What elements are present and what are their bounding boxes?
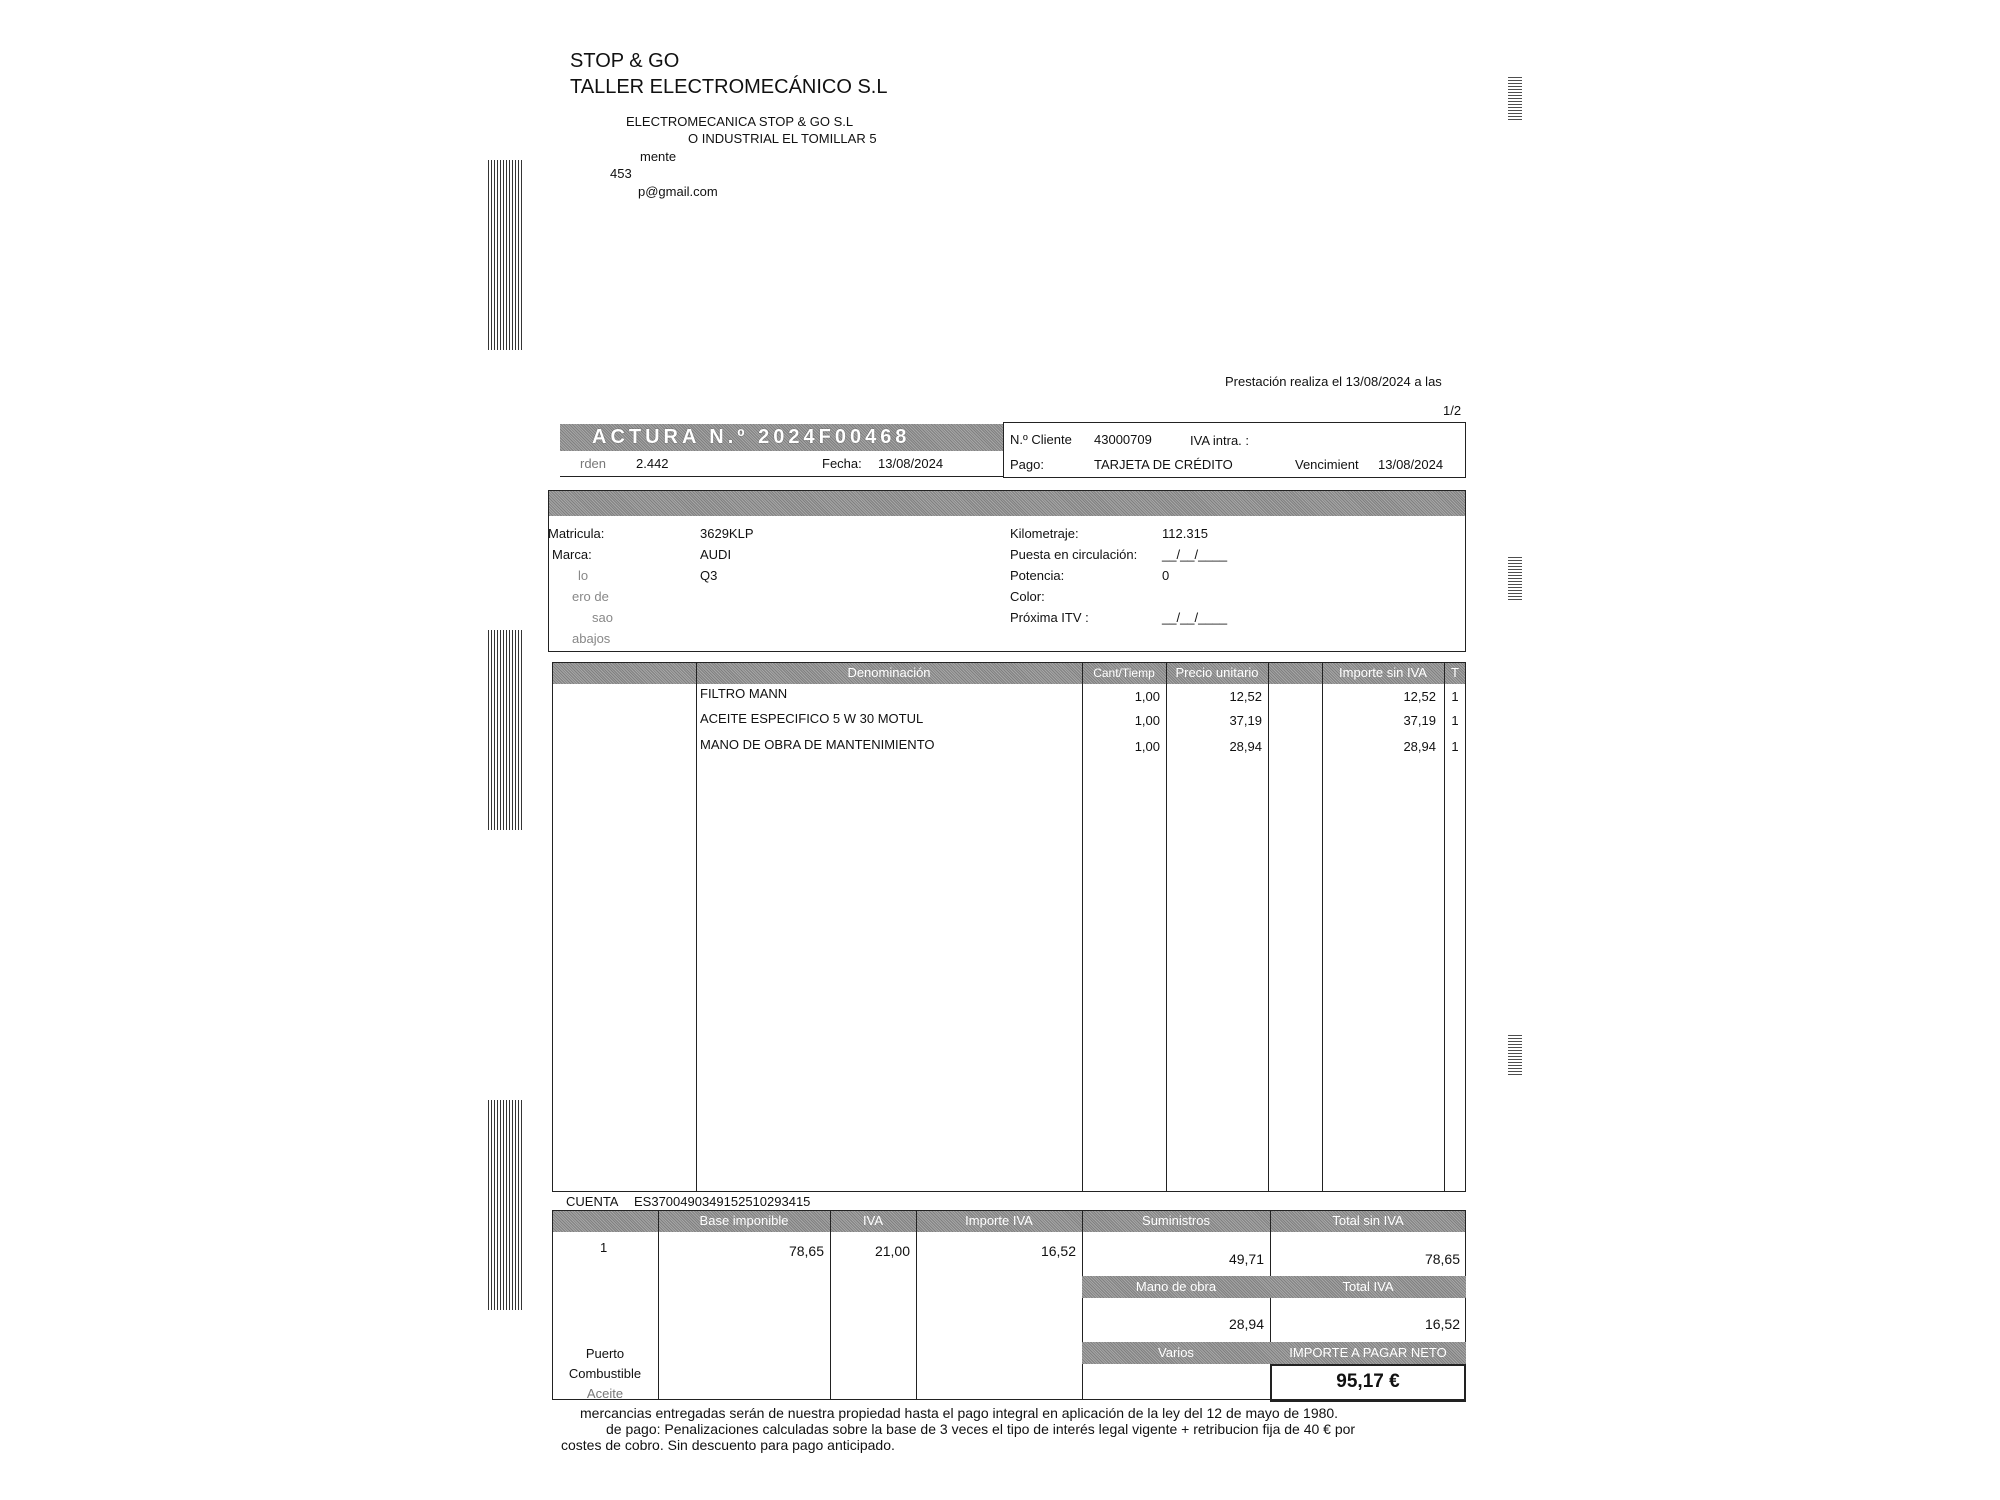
color-label: Color: (1010, 589, 1045, 604)
orden-label: rden (580, 456, 607, 471)
address-line-3: mente (640, 149, 677, 164)
mano-obra-value: 28,94 (1228, 1316, 1264, 1332)
item-amount: 37,19 (1403, 713, 1436, 728)
suministros-value: 49,71 (1228, 1251, 1264, 1267)
item-price: 12,52 (1229, 689, 1262, 704)
importe-iva-value: 16,52 (1040, 1243, 1076, 1259)
itv-value: __/__/____ (1162, 610, 1228, 625)
total-iva-value: 16,52 (1424, 1316, 1460, 1332)
item-price: 28,94 (1229, 739, 1262, 754)
vencimiento-value: 13/08/2024 (1378, 457, 1444, 472)
bastidor-label: ero de (572, 589, 609, 604)
h-iva: IVA (863, 1213, 883, 1228)
scan-artifact-left-2 (488, 630, 524, 830)
address-line-2: O INDUSTRIAL EL TOMILLAR 5 (688, 131, 877, 146)
totals-divider-2 (830, 1210, 831, 1400)
marca-label: Marca: (552, 547, 592, 562)
prestacion-text: Prestación realiza el 13/08/2024 a las (1225, 374, 1442, 389)
invoice-underline (560, 476, 1003, 477)
item-t: 1 (1451, 689, 1459, 704)
totals-row-t: 1 (600, 1240, 608, 1255)
account-iban: ES3700490349152510293415 (634, 1194, 811, 1209)
scan-artifact-right-1 (1508, 75, 1522, 120)
invoice-title: ACTURA N.º 2024F00468 (560, 424, 1003, 451)
totals-divider-4 (1082, 1210, 1083, 1400)
col-header-denominacion: Denominación (847, 665, 931, 680)
modelo-label: lo (578, 568, 589, 583)
h-total-iva: Total IVA (1342, 1279, 1394, 1294)
puesta-value: __/__/____ (1162, 547, 1228, 562)
matricula-value: 3629KLP (700, 526, 754, 541)
km-value: 112.315 (1162, 526, 1209, 541)
item-qty: 1,00 (1134, 713, 1160, 728)
item-qty: 1,00 (1134, 689, 1160, 704)
base-imponible-value: 78,65 (788, 1243, 824, 1259)
h-importe-iva: Importe IVA (965, 1213, 1033, 1228)
modelo-value: Q3 (700, 568, 718, 583)
orden-value: 2.442 (636, 456, 669, 471)
account-label: CUENTA (566, 1194, 619, 1209)
fecha-label: Fecha: (822, 456, 862, 471)
item-price: 37,19 (1229, 713, 1262, 728)
item-amount: 12,52 (1403, 689, 1436, 704)
address-line-1: ELECTROMECANICA STOP & GO S.L (626, 114, 854, 129)
pago-label: Pago: (1010, 457, 1044, 472)
item-amount: 28,94 (1403, 739, 1436, 754)
totals-divider-1 (658, 1210, 659, 1400)
footer-line-2: de pago: Penalizaciones calculadas sobre la base de 3 veces el tipo de interés legal vigente + retribucion fija de 40 € por (606, 1421, 1356, 1437)
iva-pct-value: 21,00 (874, 1243, 910, 1259)
marca-value: AUDI (700, 547, 732, 562)
iva-intra-label: IVA intra. : (1190, 433, 1250, 448)
scan-artifact-left-3 (488, 1100, 524, 1310)
vencimiento-label: Vencimient (1295, 457, 1359, 472)
address-email: p@gmail.com (638, 184, 718, 199)
aceite-label: Aceite (586, 1386, 624, 1401)
cliente-label: N.º Cliente (1010, 432, 1072, 447)
cliente-value: 43000709 (1094, 432, 1152, 447)
item-desc: FILTRO MANN (700, 686, 788, 701)
col-header-importe: Importe sin IVA (1339, 665, 1427, 680)
h-total-sin-iva: Total sin IVA (1332, 1213, 1404, 1228)
col-header-cantidad: Cant/Tiemp (1093, 666, 1155, 680)
items-col-divider-4 (1268, 662, 1269, 1192)
scan-artifact-right-2 (1508, 555, 1522, 600)
itv-label: Próxima ITV : (1010, 610, 1089, 625)
h-varios: Varios (1158, 1345, 1194, 1360)
item-qty: 1,00 (1134, 739, 1160, 754)
h-importe-neto: IMPORTE A PAGAR NETO (1289, 1345, 1447, 1360)
pago-value: TARJETA DE CRÉDITO (1094, 457, 1233, 472)
puesta-label: Puesta en circulación: (1010, 547, 1138, 562)
fecha-value: 13/08/2024 (878, 456, 944, 471)
item-desc: MANO DE OBRA DE MANTENIMIENTO (700, 737, 935, 752)
item-t: 1 (1451, 739, 1459, 754)
address-line-4: 453 (610, 166, 632, 181)
matricula-label: Matricula: (548, 526, 605, 541)
company-legal-name: TALLER ELECTROMECÁNICO S.L (570, 76, 888, 98)
item-t: 1 (1451, 713, 1459, 728)
company-name: STOP & GO (570, 50, 680, 72)
puerto-label: Puerto (585, 1346, 625, 1361)
importe-neto-value: 95,17 € (1336, 1371, 1400, 1392)
h-suministros: Suministros (1142, 1213, 1210, 1228)
combustible-label: Combustible (568, 1366, 642, 1381)
potencia-label: Potencia: (1010, 568, 1065, 583)
totals-divider-3 (916, 1210, 917, 1400)
items-col-divider-1 (696, 662, 697, 1192)
h-base-imponible: Base imponible (699, 1213, 789, 1228)
total-sin-iva-value: 78,65 (1424, 1251, 1460, 1267)
extra-label: sao (592, 610, 613, 625)
page-number: 1/2 (1443, 403, 1462, 418)
footer-line-1: mercancias entregadas serán de nuestra propiedad hasta el pago integral en aplicación de la ley del 12 de mayo de 1980. (580, 1405, 1339, 1421)
item-desc: ACEITE ESPECIFICO 5 W 30 MOTUL (700, 711, 924, 726)
potencia-value: 0 (1162, 568, 1170, 583)
col-header-t: T (1451, 665, 1459, 680)
scan-artifact-right-3 (1508, 1035, 1522, 1075)
footer-line-3: costes de cobro. Sin descuento para pago anticipado. (561, 1437, 895, 1453)
trabajos-label: abajos (572, 631, 611, 646)
h-mano-obra: Mano de obra (1135, 1279, 1217, 1294)
col-header-precio: Precio unitario (1175, 665, 1259, 680)
vehicle-box (548, 490, 1466, 652)
km-label: Kilometraje: (1010, 526, 1079, 541)
scan-artifact-left-1 (488, 160, 524, 350)
